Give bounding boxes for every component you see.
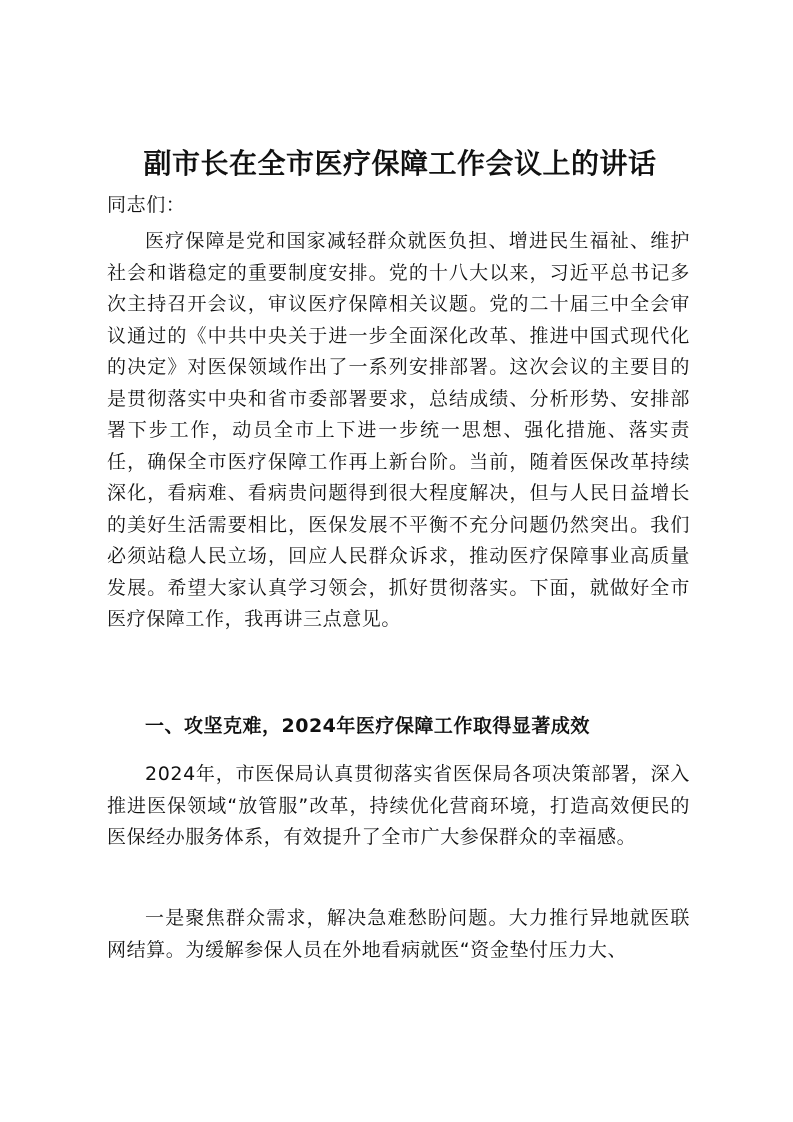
paragraph-2024-summary: 2024年，市医保局认真贯彻落实省医保局各项决策部署，深入推进医保领域“放管服”改革，持续优化营商环境，打造高效便民的医保经办服务体系，有效提升了全市广大参保群众的幸福感。 xyxy=(107,763,690,848)
paragraph-intro: 医疗保障是党和国家减轻群众就医负担、增进民生福祉、维护社会和谐稳定的重要制度安排。党的十八大以来，习近平总书记多次主持召开会议，审议医疗保障相关议题。党的二十届三中全会审议通过的《中共中央关于进一步全面深化改革、推进中国式现代化的决定》对医保领域作出了一系列安排部署。这次会议的主要目的是贯彻落实中央和省市委部署要求，总结成绩、分析形势、安排部署下步工作，动员全市上下进一步统一思想、强化措施、落实责任，确保全市医疗保障工作再上新台阶。当前，随着医保改革持续深化，看病难、看病贵问题得到很大程度解决，但与人民日益增长的美好生活需要相比，医保发展不平衡不充分问题仍然突出。我们必须站稳人民立场，回应人民群众诉求，推动医疗保障事业高质量发展。希望大家认真学习领会，抓好贯彻落实。下面，就做好全市医疗保障工作，我再讲三点意见。 xyxy=(107,230,690,630)
salutation: 同志们： xyxy=(107,194,186,216)
paragraph-point-one: 一是聚焦群众需求，解决急难愁盼问题。大力推行异地就医联网结算。为缓解参保人员在外地看病就医“资金垫付压力大、 xyxy=(107,907,690,961)
section-heading-1: 一、攻坚克难，2024年医疗保障工作取得显著成效 xyxy=(145,715,590,737)
document-title: 副市长在全市医疗保障工作会议上的讲话 xyxy=(143,147,657,180)
